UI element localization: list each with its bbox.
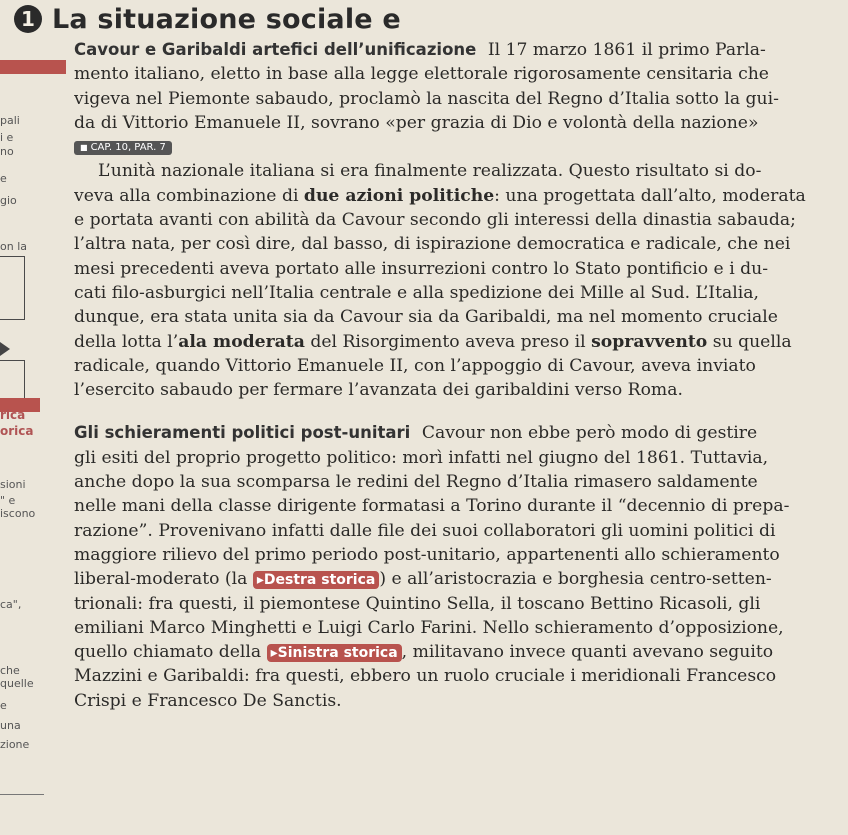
text-run: Cavour non ebbe però modo di gestire [421, 423, 758, 444]
text-line: mento italiano, eletto in base alla legge elettorale rigorosamente censitaria che [74, 64, 769, 85]
margin-red-bar [0, 60, 66, 74]
section-title: La situazione sociale e [52, 3, 401, 35]
text-line: Mazzini e Garibaldi: fra questi, ebbero un ruolo cruciale i meridionali Francesco [74, 666, 777, 687]
margin-note: gio [0, 194, 17, 207]
text-line: l’altra nata, per così dire, dal basso, di ispirazione democratica e radicale, che nei [74, 234, 791, 255]
text-line: l’esercito sabaudo per fermare l’avanzata dei garibaldini verso Roma. [74, 380, 683, 401]
margin-note: una [0, 719, 21, 732]
section-heading [14, 2, 401, 36]
text-line: emiliani Marco Minghetti e Luigi Carlo Farini. Nello schieramento d’opposizione, [74, 617, 784, 638]
text-run: liberal-moderato (la [74, 569, 253, 590]
margin-note: quelle [0, 677, 34, 690]
text-run: Il 17 marzo 1861 il primo Parla- [487, 40, 766, 60]
margin-note: che [0, 664, 20, 677]
text-line: anche dopo la sua scomparsa le redini del Regno d’Italia rimasero saldamente [74, 472, 758, 493]
text-line: gli esiti del proprio progetto politico: morì infatti nel giugno del 1861. Tuttavia, [74, 447, 769, 468]
tag-label: Sinistra storica [277, 645, 398, 662]
text-run: su quella [707, 331, 792, 352]
text-line: vigeva nel Piemonte sabaudo, proclamò la nascita del Regno d’Italia sotto la gui- [74, 88, 779, 109]
text-line: nelle mani della classe dirigente formatasi a Torino durante il “decennio di prepa- [74, 496, 790, 517]
text-line: mesi precedenti aveva portato alle insurrezioni contro lo Stato pontificio e i du- [74, 258, 769, 279]
text-run: , militavano invece quanti avevano seguito [401, 642, 774, 663]
margin-box [0, 256, 25, 320]
margin-red-label: rica [0, 408, 26, 422]
text-run: della lotta l’ [74, 331, 179, 352]
text-line: radicale, quando Vittorio Emanuele II, con l’appoggio di Cavour, aveva inviato [74, 355, 756, 376]
crossref-label: CAP. 10, PAR. 7 [90, 141, 166, 153]
text-line: e portata avanti con abilità da Cavour secondo gli interessi della dinastia sabauda; [74, 210, 796, 231]
margin-note: e [0, 172, 7, 185]
text-line [74, 421, 848, 445]
text-line [74, 567, 848, 591]
margin-red-label: orica [0, 424, 34, 438]
book-icon: ■ [80, 142, 88, 152]
sinistra-storica-tag[interactable]: ▸Sinistra storica [267, 644, 402, 662]
text-line: dunque, era stata unita sia da Cavour sia da Garibaldi, ma nel momento cruciale [74, 307, 778, 328]
destra-storica-tag[interactable]: ▸Destra storica [253, 571, 380, 589]
margin-note: ca", [0, 598, 22, 611]
text-line: maggiore rilievo del primo periodo post-unitario, appartenenti allo schieramento [74, 544, 780, 565]
text-line [74, 330, 848, 354]
text-run: veva alla combinazione di [74, 185, 304, 206]
text-run: del Risorgimento aveva preso il [304, 331, 592, 352]
margin-note: no [0, 145, 14, 158]
text-run: : una progettata dall’alto, moderata [494, 185, 806, 206]
text-line [74, 184, 848, 208]
margin-divider [0, 794, 44, 795]
body-text [74, 38, 848, 713]
text-run: ) e all’aristocrazia e borghesia centro-setten- [379, 569, 772, 590]
emphasis-text: sopravvento [591, 331, 708, 352]
paragraph-title: Gli schieramenti politici post-unitari [74, 423, 411, 443]
margin-note: e [0, 699, 7, 712]
margin-note: sioni [0, 478, 26, 491]
left-margin [0, 0, 66, 835]
text-line: cati filo-asburgici nell’Italia centrale e alla spedizione dei Mille al Sud. L’Italia, [74, 282, 759, 303]
text-line: trionali: fra questi, il piemontese Quintino Sella, il toscano Bettino Ricasoli, gli [74, 593, 761, 614]
text-line [74, 38, 848, 62]
paragraph-title: Cavour e Garibaldi artefici dell’unificazione [74, 40, 477, 59]
emphasis-text: due azioni politiche [303, 185, 495, 206]
margin-arrow-icon [0, 342, 10, 356]
margin-note: i e [0, 131, 14, 144]
margin-note: on la [0, 240, 27, 253]
margin-note: pali [0, 114, 20, 127]
text-line: da di Vittorio Emanuele II, sovrano «per grazia di Dio e volontà della nazione» [74, 112, 759, 133]
emphasis-text: ala moderata [178, 331, 305, 352]
margin-note: iscono [0, 507, 36, 520]
text-line: L’unità nazionale italiana si era finalmente realizzata. Questo risultato si do- [98, 161, 762, 182]
tag-label: Destra storica [263, 572, 376, 589]
text-line [74, 640, 848, 664]
section-number: 1 [14, 5, 42, 33]
margin-note: zione [0, 738, 30, 751]
crossref-chip[interactable] [74, 141, 172, 155]
margin-note: " e [0, 494, 16, 507]
text-line [74, 135, 848, 159]
text-line: razione”. Provenivano infatti dalle file dei suoi collaboratori gli uomini politici di [74, 520, 776, 541]
text-line: Crispi e Francesco De Sanctis. [74, 690, 342, 711]
text-run: quello chiamato della [74, 642, 267, 663]
